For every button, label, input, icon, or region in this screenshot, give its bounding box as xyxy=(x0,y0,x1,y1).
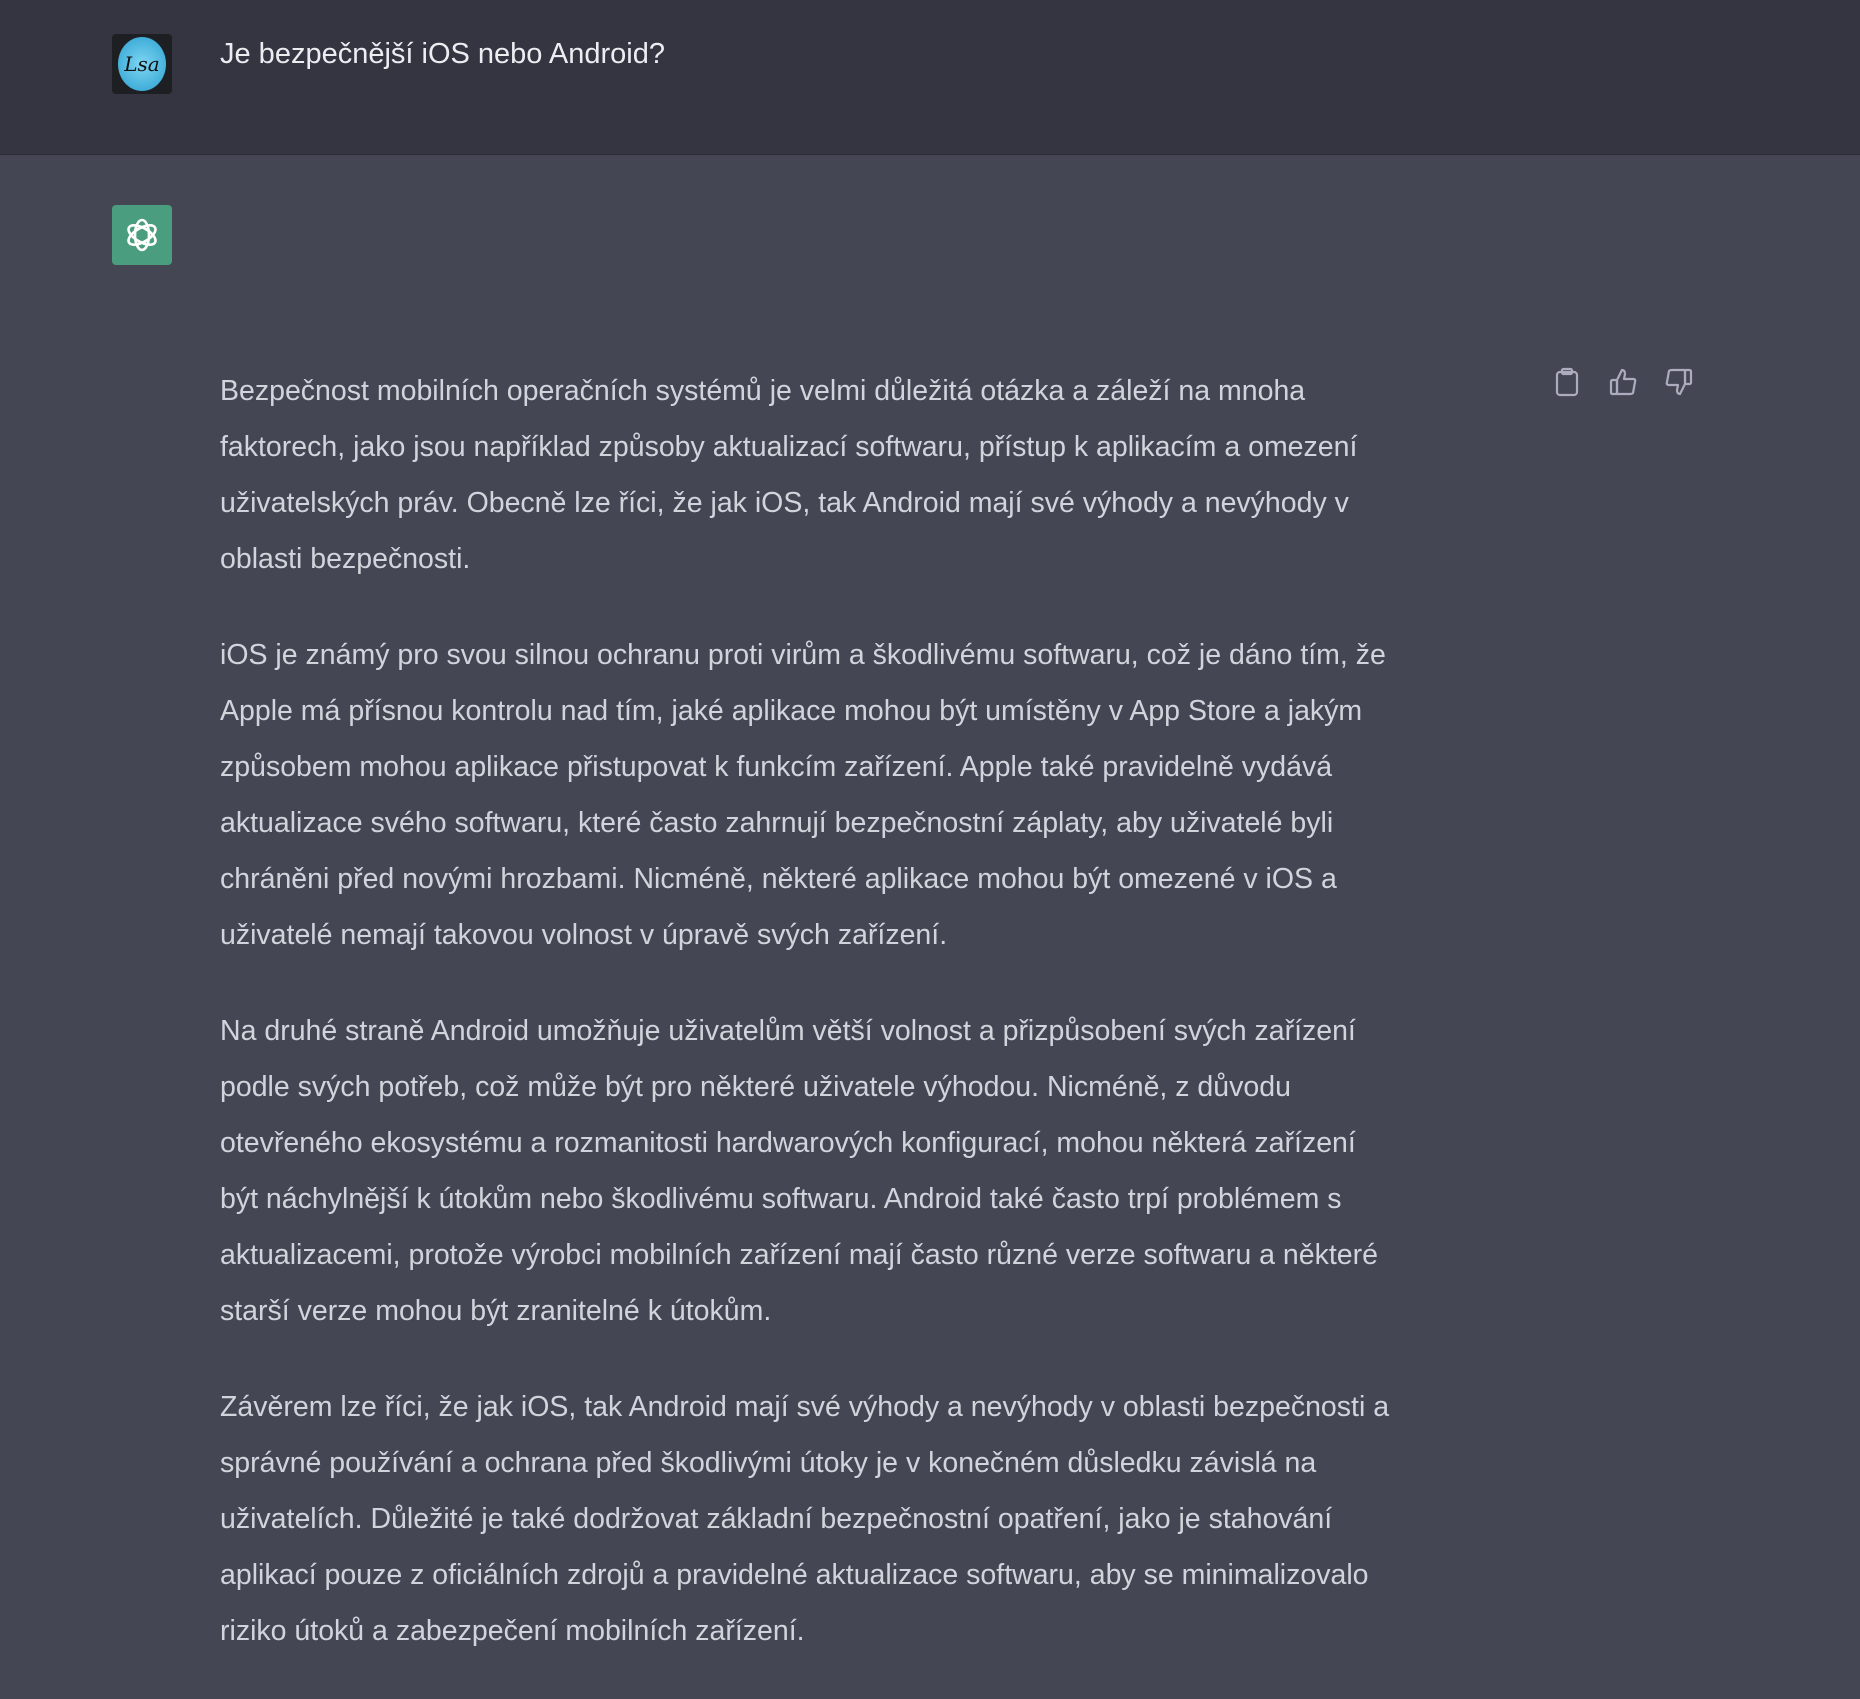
answer-line: faktorech, jako jsou například způsoby aktualizací softwaru, přístup k aplikacím a omezení xyxy=(220,431,1358,463)
answer-line: aktualizacemi, protože výrobci mobilních zařízení mají často různé verze softwaru a některé xyxy=(220,1239,1378,1271)
answer-paragraph xyxy=(220,1379,1540,1659)
answer-paragraph xyxy=(220,627,1540,963)
answer-line: podle svých potřeb, což může být pro některé uživatele výhodou. Nicméně, z důvodu xyxy=(220,1071,1291,1103)
answer-paragraph xyxy=(220,363,1540,587)
answer-line: aktualizace svého softwaru, které často zahrnují bezpečnostní záplaty, aby uživatelé byli xyxy=(220,807,1334,839)
user-message xyxy=(0,0,1860,155)
answer-line: iOS je známý pro svou silnou ochranu proti virům a škodlivému softwaru, což je dáno tím, že xyxy=(220,639,1386,671)
chatgpt-logo-icon xyxy=(112,205,172,265)
answer-line: otevřeného ekosystému a rozmanitosti hardwarových konfigurací, mohou některá zařízení xyxy=(220,1127,1356,1159)
answer-line: být náchylnější k útokům nebo škodlivému softwaru. Android také často trpí problémem s xyxy=(220,1183,1342,1215)
answer-line: Bezpečnost mobilních operačních systémů je velmi důležitá otázka a záleží na mnoha xyxy=(220,375,1306,407)
answer-text xyxy=(220,363,1540,1699)
user-avatar xyxy=(112,34,172,94)
user-avatar-logo: Lsa xyxy=(118,37,166,91)
thumbs-up-icon[interactable] xyxy=(1606,365,1640,399)
answer-paragraph xyxy=(220,1003,1540,1339)
answer-line: chráněni před novými hrozbami. Nicméně, některé aplikace mohou být omezené v iOS a xyxy=(220,863,1337,895)
message-actions xyxy=(1550,365,1696,399)
answer-line: uživatelé nemají takovou volnost v úpravě svých zařízení. xyxy=(220,919,948,951)
answer-line: správné používání a ochrana před škodlivými útoky je v konečném důsledku závislá na xyxy=(220,1447,1317,1479)
answer-line: riziko útoků a zabezpečení mobilních zařízení. xyxy=(220,1615,805,1647)
answer-line: oblasti bezpečnosti. xyxy=(220,543,471,575)
question-text: Je bezpečnější iOS nebo Android? xyxy=(220,38,665,70)
answer-line: Na druhé straně Android umožňuje uživatelům větší volnost a přizpůsobení svých zařízení xyxy=(220,1015,1356,1047)
answer-line: Apple má přísnou kontrolu nad tím, jaké aplikace mohou být umístěny v App Store a jakým xyxy=(220,695,1363,727)
answer-line: starší verze mohou být zranitelné k útokům. xyxy=(220,1295,772,1327)
answer-line: uživatelských práv. Obecně lze říci, že jak iOS, tak Android mají své výhody a nevýhody v xyxy=(220,487,1349,519)
answer-line: uživatelích. Důležité je také dodržovat základní bezpečnostní opatření, jako je stahování xyxy=(220,1503,1333,1535)
answer-line: aplikací pouze z oficiálních zdrojů a pravidelné aktualizace softwaru, aby se minimalizovalo xyxy=(220,1559,1369,1591)
thumbs-down-icon[interactable] xyxy=(1662,365,1696,399)
answer-line: způsobem mohou aplikace přistupovat k funkcím zařízení. Apple také pravidelně vydává xyxy=(220,751,1333,783)
answer-line: Závěrem lze říci, že jak iOS, tak Android mají své výhody a nevýhody v oblasti bezpečnosti a xyxy=(220,1391,1390,1423)
copy-icon[interactable] xyxy=(1550,365,1584,399)
